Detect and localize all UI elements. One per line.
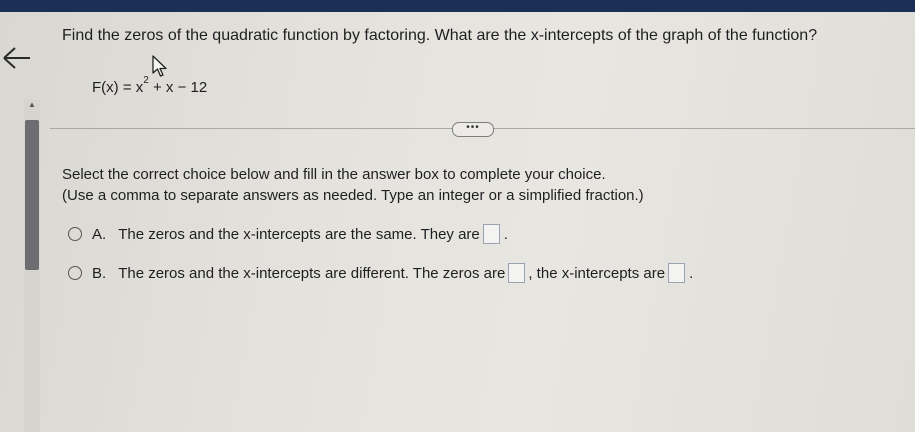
instruction-line-2: (Use a comma to separate answers as needed. Type an integer or a simplified fraction.): [62, 187, 644, 204]
expand-more-button[interactable]: •••: [452, 122, 494, 137]
back-arrow-icon[interactable]: [0, 44, 34, 72]
choice-a[interactable]: [68, 224, 508, 244]
choice-b-text: The zeros and the x-intercepts are different. The zeros are: [118, 264, 506, 282]
choice-b-letter: B.: [92, 264, 107, 282]
instruction-line-1: Select the correct choice below and fill in the answer box to complete your choice.: [62, 166, 606, 183]
function-exponent: 2: [143, 75, 149, 86]
scrollbar-thumb[interactable]: [25, 120, 39, 270]
question-text: Find the zeros of the quadratic function by factoring. What are the x-intercepts of the graph of the function?: [62, 27, 818, 44]
top-bar: [0, 0, 915, 12]
scroll-up-icon[interactable]: ▲: [28, 100, 36, 109]
function-lhs: F(x) = x: [92, 79, 144, 96]
choice-b-suffix: .: [689, 264, 694, 282]
choice-b-intercepts-box[interactable]: [668, 263, 685, 283]
choice-b-zeros-box[interactable]: [508, 263, 525, 283]
choice-b-middle: , the x-intercepts are: [528, 264, 666, 282]
choice-a-text: The zeros and the x-intercepts are the same. They are: [118, 225, 480, 243]
choice-a-letter: A.: [92, 225, 107, 243]
choice-a-answer-box[interactable]: [483, 224, 500, 244]
choice-a-radio[interactable]: [68, 227, 82, 241]
function-expression: [92, 75, 208, 96]
choice-a-suffix: .: [503, 225, 508, 243]
mouse-pointer-icon: [150, 54, 172, 80]
choice-b-radio[interactable]: [68, 266, 82, 280]
function-rhs: + x − 12: [152, 79, 208, 96]
choice-b[interactable]: [68, 263, 693, 283]
